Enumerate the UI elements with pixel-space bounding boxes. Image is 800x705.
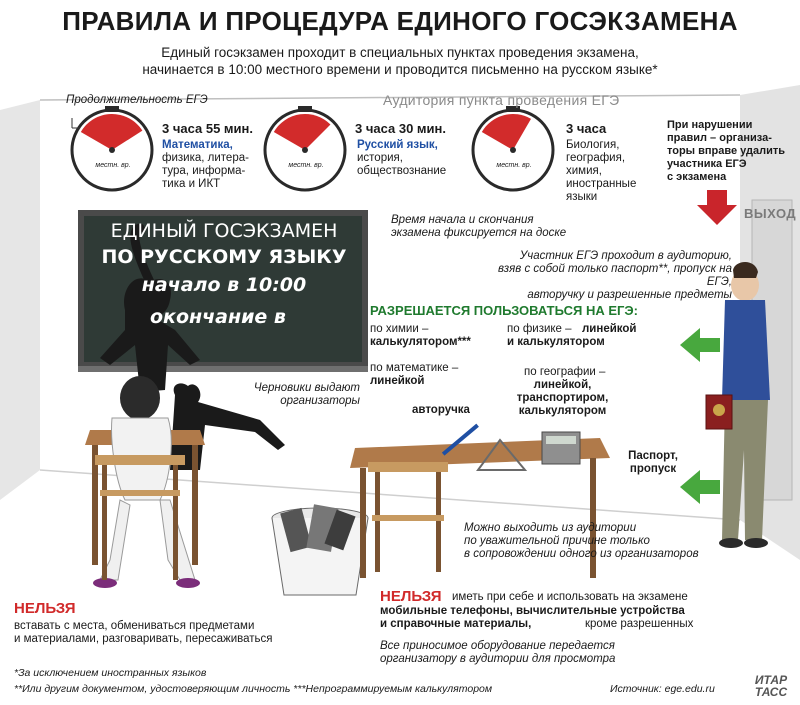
forbidden-right-text-tail: кроме разрешенных <box>585 618 694 630</box>
board-line-4: окончание в <box>150 306 286 328</box>
clock-1-face-text: местн. вр. <box>95 162 131 169</box>
clock-2-time: 3 часа 30 мин. <box>355 121 446 136</box>
clock-1-time: 3 часа 55 мин. <box>162 121 253 136</box>
forbidden-right-text-first: иметь при себе и использовать на экзамене <box>452 591 688 603</box>
physics-item-b: и калькулятором <box>507 336 605 348</box>
subtitle <box>0 44 800 78</box>
footnote-1: *За исключением иностранных языков <box>14 667 207 679</box>
geo-items: линейкой, транспортиром, калькулятором <box>516 379 609 417</box>
chemistry-label: по химии – <box>370 323 429 335</box>
footnote-2: **Или другим документом, удостоверяющим личность ***Непрограммируемым калькулятором <box>14 683 493 695</box>
itar-tass-logo <box>748 674 794 698</box>
pen-item: авторучка <box>412 404 470 416</box>
standing-student-shirt <box>722 300 770 400</box>
clock-1-subjects-rest: физика, литера- тура, информа- тика и ИКТ <box>162 152 249 190</box>
logo-bottom: ТАСС <box>754 685 788 699</box>
clock-1-subjects <box>162 139 272 191</box>
drafts-note: Черновики выдают организаторы <box>253 382 360 407</box>
clock-2-subjects <box>357 139 472 178</box>
chemistry-item: калькулятором*** <box>370 336 471 348</box>
forbidden-left-header: НЕЛЬЗЯ <box>14 600 76 617</box>
forbidden-right-note: Все приносимое оборудование передается организатору в аудитории для просмотра <box>380 640 616 665</box>
auditorium-label: Аудитория пункта проведения ЕГЭ <box>383 92 620 108</box>
math-item: линейкой <box>370 375 425 387</box>
participant-note: Участник ЕГЭ проходит в аудиторию, взяв с собой только паспорт**, пропуск на ЕГЭ, авторучку и разрешенные предметы <box>498 250 732 301</box>
left-wall <box>0 100 40 500</box>
exit-label: ВЫХОД <box>744 206 797 221</box>
allowed-header: РАЗРЕШАЕТСЯ ПОЛЬЗОВАТЬСЯ НА ЕГЭ: <box>370 303 638 318</box>
forbidden-right-text-bold: мобильные телефоны, вычислительные устройства и справочные материалы, <box>380 605 685 630</box>
clock-2-face-text: местн. вр. <box>288 162 324 169</box>
student-head <box>120 376 160 420</box>
subtitle-line-2: начинается в 10:00 местного времени и проводится письменно на русском языке* <box>142 62 658 77</box>
duration-label: Продолжительность ЕГЭ <box>66 94 208 106</box>
clock-3-face-text: местн. вр. <box>496 162 532 169</box>
clock-2-subjects-rest: история, обществознание <box>357 152 447 177</box>
subtitle-line-1: Единый госэкзамен проходит в специальных пунктах проведения экзамена, <box>161 45 639 60</box>
physics-label: по физике – <box>507 323 572 335</box>
forbidden-right-header: НЕЛЬЗЯ <box>380 588 442 605</box>
math-label: по математике – <box>370 362 459 374</box>
clock-3-time: 3 часа <box>566 121 607 136</box>
forbidden-left-text: вставать с места, обмениваться предметами и материалами, разговаривать, пересаживаться <box>14 620 273 645</box>
clock-1-subjects-highlight: Математика, <box>162 139 233 151</box>
violation-note: При нарушении правил – организа- торы вправе удалить участника ЕГЭ с экзамена <box>667 119 786 183</box>
board-note: Время начала и скончания экзамена фиксируется на доске <box>391 214 567 239</box>
source: Источник: ege.edu.ru <box>610 683 715 695</box>
clock-1 <box>72 110 152 190</box>
exit-rule: Можно выходить из аудитории по уважительной причине только в сопровождении одного из организаторов <box>464 522 699 560</box>
clock-3 <box>473 110 553 190</box>
passport-note: Паспорт, пропуск <box>628 450 678 475</box>
clock-2-subjects-highlight: Русский язык, <box>357 139 438 151</box>
clock-3-subjects: Биология, география, химия, иностранные языки <box>566 139 637 203</box>
geo-label: по географии – <box>524 366 606 378</box>
page-title: ПРАВИЛА И ПРОЦЕДУРА ЕДИНОГО ГОСЭКЗАМЕНА <box>62 6 738 36</box>
clock-2 <box>265 110 345 190</box>
logo-top: ИТАР <box>754 673 788 687</box>
physics-item-a: линейкой <box>582 323 637 335</box>
board-line-3: начало в 10:00 <box>141 274 307 296</box>
board-line-2: ПО РУССКОМУ ЯЗЫКУ <box>101 246 347 268</box>
board-line-1: ЕДИНЫЙ ГОСЭКЗАМЕН <box>110 220 338 242</box>
